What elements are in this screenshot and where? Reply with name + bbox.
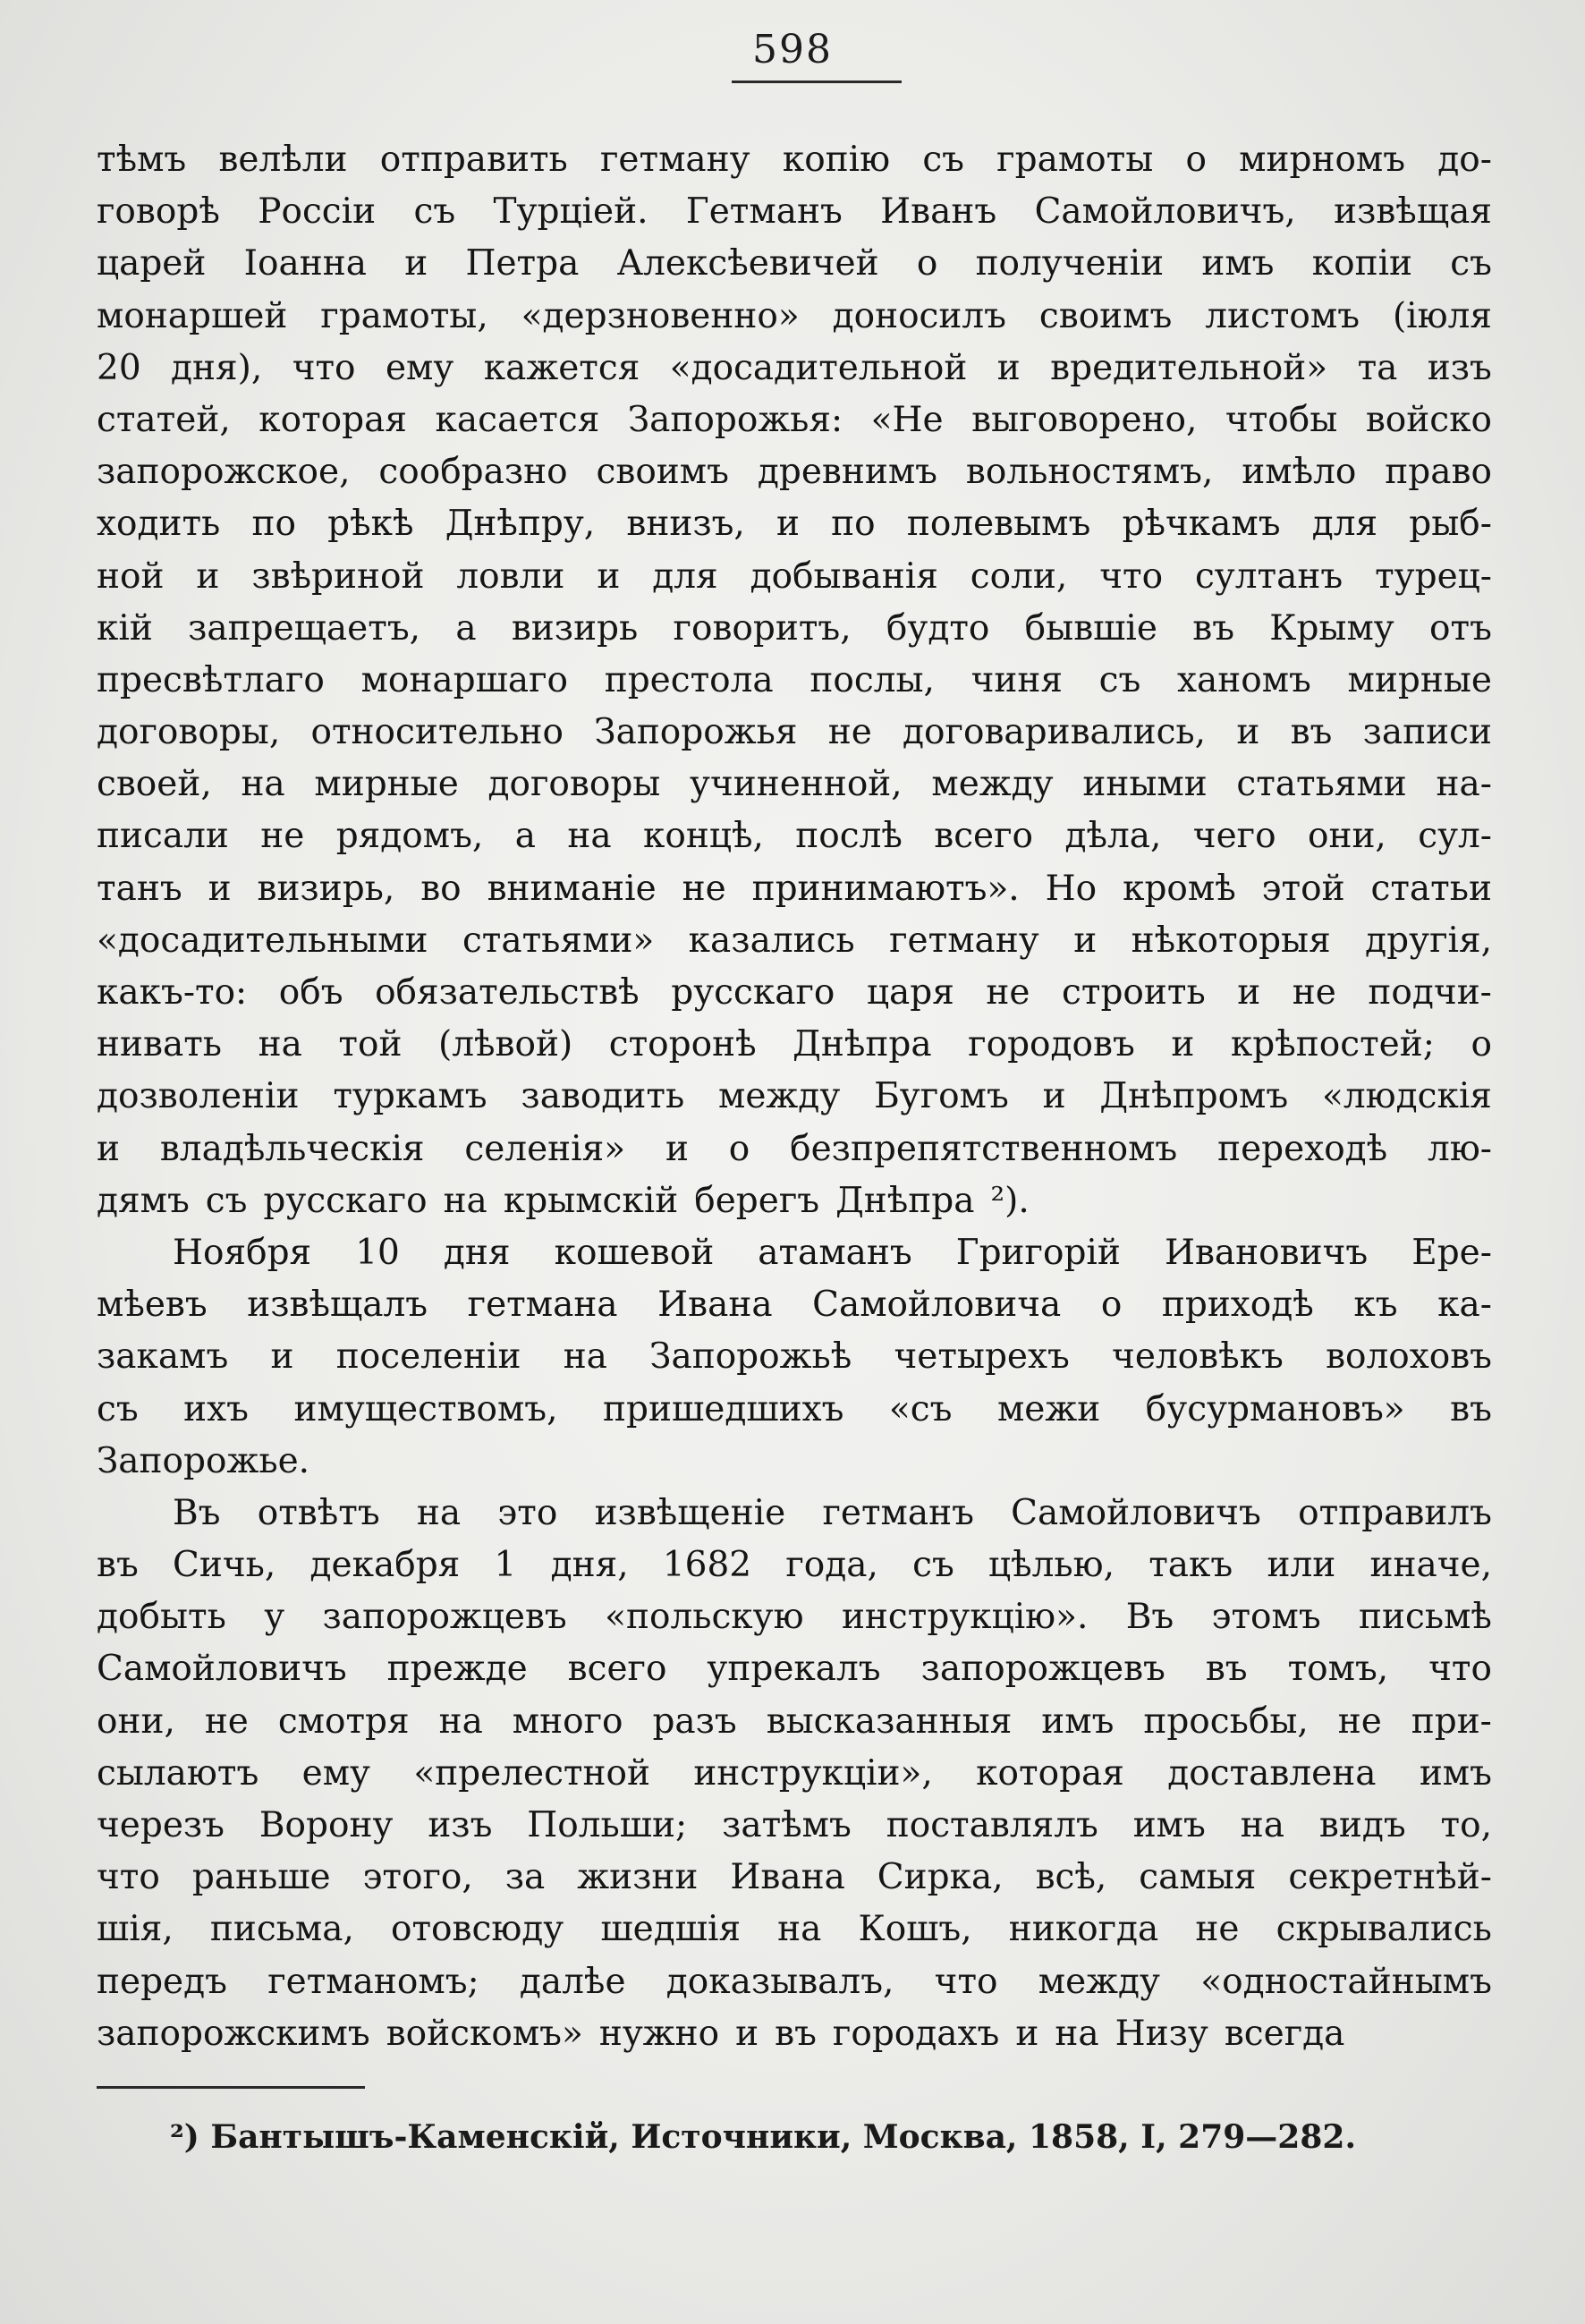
- text-line: дямъ съ русскаго на крымскій берегъ Днѣпра ²).: [97, 1180, 1030, 1221]
- text-line: въ Сичь, декабря 1 дня, 1682 года, съ цѣлью, такъ или иначе,: [97, 1545, 1492, 1586]
- text-line: и владѣльческія селенія» и о безпрепятственномъ переходѣ лю-: [97, 1128, 1492, 1169]
- text-line: запорожскимъ войскомъ» нужно и въ городахъ и на Низу всегда: [97, 2013, 1345, 2054]
- text-line: они, не смотря на много разъ высказанныя имъ просьбы, не при-: [97, 1701, 1492, 1742]
- text-line: 20 дня), что ему кажется «досадительной и вредительной» та изъ: [97, 347, 1492, 388]
- text-line: съ ихъ имуществомъ, пришедшихъ «съ межи бусурмановъ» въ: [97, 1388, 1492, 1429]
- text-line: танъ и визирь, во вниманіе не принимаютъ». Но кромѣ этой статьи: [97, 868, 1492, 909]
- text-line: статей, которая касается Запорожья: «Не выговорено, чтобы войско: [97, 399, 1492, 440]
- text-line: кій запрещаетъ, а визирь говоритъ, будто бывшіе въ Крыму отъ: [97, 607, 1492, 649]
- header-rule: [732, 81, 902, 83]
- text-line: закамъ и поселеніи на Запорожьѣ четырехъ человѣкъ волоховъ: [97, 1336, 1492, 1378]
- text-line: передъ гетманомъ; далѣе доказывалъ, что между «одностайнымъ: [97, 1961, 1492, 2002]
- paragraph: [97, 1488, 1492, 2060]
- text-line: Ноября 10 дня кошевой атаманъ Григорій Ивановичъ Ере-: [173, 1232, 1492, 1273]
- text-line: «досадительными статьями» казались гетману и нѣкоторыя другія,: [97, 920, 1492, 961]
- text-line: Въ отвѣтъ на это извѣщеніе гетманъ Самойловичъ отправилъ: [173, 1492, 1492, 1533]
- text-line: монаршей грамоты, «дерзновенно» доносилъ своимъ листомъ (іюля: [97, 295, 1492, 336]
- text-line: какъ-то: объ обязательствѣ русскаго царя не строить и не подчи-: [97, 972, 1492, 1013]
- text-line: говорѣ Россіи съ Турціей. Гетманъ Иванъ Самойловичъ, извѣщая: [97, 191, 1492, 233]
- text-line: Запорожье.: [97, 1440, 310, 1481]
- text-line: царей Іоанна и Петра Алексѣевичей о полученіи имъ копіи съ: [97, 243, 1492, 284]
- text-line: писали не рядомъ, а на концѣ, послѣ всего дѣла, чего они, сул-: [97, 816, 1492, 857]
- text-line: договоры, относительно Запорожья не договаривались, и въ записи: [97, 712, 1492, 753]
- text-line: мѣевъ извѣщалъ гетмана Ивана Самойловича о приходѣ къ ка-: [97, 1285, 1492, 1326]
- text-line: что раньше этого, за жизни Ивана Сирка, всѣ, самыя секретнѣй-: [97, 1857, 1492, 1898]
- text-line: ходить по рѣкѣ Днѣпру, внизъ, и по полевымъ рѣчкамъ для рыб-: [97, 504, 1492, 545]
- text-line: своей, на мирные договоры учиненной, между иными статьями на-: [97, 764, 1492, 805]
- text-line: шія, письма, отовсюду шедшія на Кошъ, никогда не скрывались: [97, 1909, 1492, 1950]
- text-line: запорожское, сообразно своимъ древнимъ вольностямъ, имѣло право: [97, 452, 1492, 493]
- text-line: сылаютъ ему «прелестной инструкціи», которая доставлена имъ: [97, 1752, 1492, 1794]
- paragraph: [97, 134, 1492, 1227]
- text-line: Самойловичъ прежде всего упрекалъ запорожцевъ въ томъ, что: [97, 1649, 1492, 1690]
- text-line: пресвѣтлаго монаршаго престола послы, чиня съ ханомъ мирные: [97, 659, 1492, 700]
- text-line: ной и звѣриной ловли и для добыванія соли, что султанъ турец-: [97, 556, 1492, 597]
- paragraph: [97, 1227, 1492, 1488]
- text-line: черезъ Ворону изъ Польши; затѣмъ поставлялъ имъ на видъ то,: [97, 1805, 1492, 1845]
- text-line: нивать на той (лѣвой) сторонѣ Днѣпра городовъ и крѣпостей; о: [97, 1024, 1492, 1065]
- footnote: ²) Бантышъ-Каменскій, Источники, Москва, 1858, I, 279—282.: [170, 2118, 1356, 2156]
- body-text: [97, 134, 1492, 2060]
- page-number: 598: [752, 27, 833, 72]
- footnote-rule: [97, 2086, 365, 2089]
- text-line: добыть у запорожцевъ «польскую инструкцію». Въ этомъ письмѣ: [97, 1597, 1492, 1638]
- text-line: тѣмъ велѣли отправить гетману копію съ грамоты о мирномъ до-: [97, 140, 1492, 180]
- text-line: дозволеніи туркамъ заводить между Бугомъ и Днѣпромъ «людскія: [97, 1076, 1492, 1117]
